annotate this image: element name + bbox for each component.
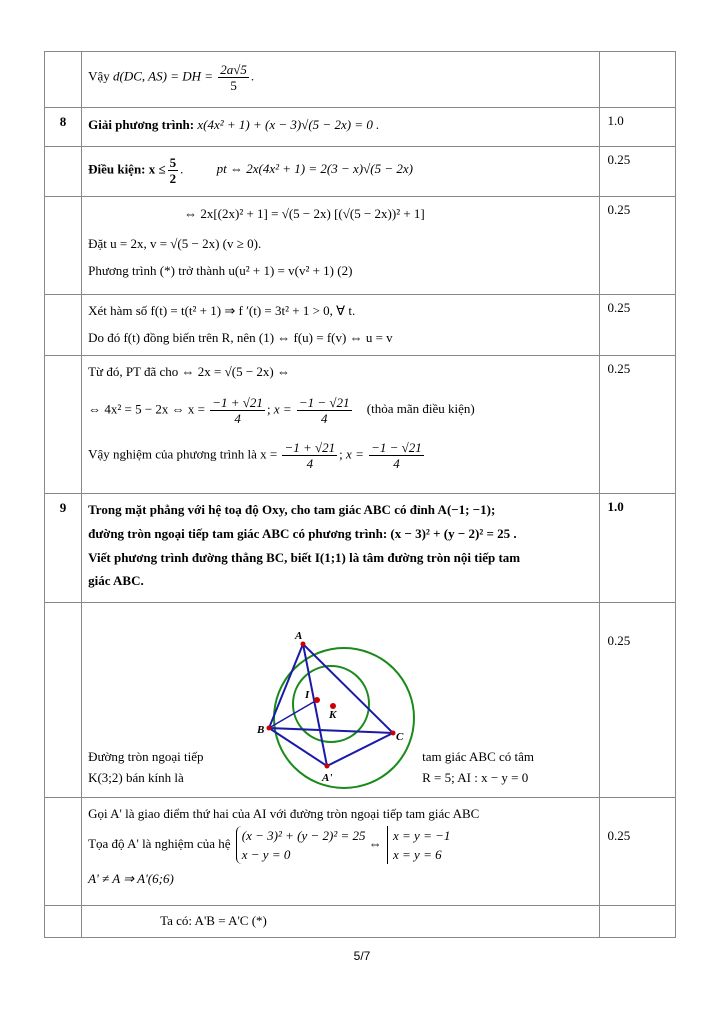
question-number: 9	[45, 494, 82, 603]
q9-header-row	[45, 494, 676, 603]
text: Do đó f(t) đồng biến trên R, nên (1) ⇔ f(u) = f(v) ⇔ u = v	[88, 330, 393, 345]
q8-step-3	[45, 295, 676, 356]
text: Ta có: A'B = A'C (*)	[160, 913, 267, 928]
question-text: Giải phương trình: x(4x² + 1) + (x − 3)√(5 − 2x) = 0 .	[82, 108, 600, 147]
line-aa2	[303, 644, 327, 766]
q9-step-1	[45, 603, 676, 798]
question-text: Trong mặt phẳng với hệ toạ độ Oxy, cho tam giác ABC có đỉnh A(−1; −1); đường tròn ngoại tiếp tam giác ABC có phương trình: (x − 3)² + (y − 2)² = 25 . Viết phương trình đường thẳng BC, biết I(1;1) là tâm đường tròn nội tiếp tam giác ABC.	[82, 494, 600, 603]
text: Từ đó, PT đã cho ⇔ 2x = √(5 − 2x) ⇔	[88, 364, 291, 379]
fraction: $\frac{-1 - √21}{4}$	[371, 440, 422, 471]
text: Gọi A' là giao điểm thứ hai của AI với đường tròn ngoại tiếp tam giác ABC	[88, 806, 480, 821]
question-points: 1.0	[600, 108, 676, 147]
label-a: A	[295, 630, 303, 642]
row-prev	[45, 52, 676, 108]
text: Vậy	[88, 68, 110, 84]
fraction: $\frac{2a√5}{5}$	[220, 62, 247, 93]
point-i	[314, 697, 320, 703]
label-b: B	[257, 724, 265, 736]
fraction: $\frac{5}{2}$	[169, 155, 177, 186]
step-points: 0.25	[600, 295, 676, 356]
label-a-prime: A'	[322, 772, 333, 784]
step-points: 0.25	[600, 356, 676, 494]
step-points: 0.25	[600, 603, 676, 798]
text: Đặt u = 2x, v = √(5 − 2x) (v ≥ 0).	[88, 236, 262, 251]
label-c: C	[396, 731, 404, 743]
question-points: 1.0	[600, 494, 676, 603]
left-text: Đường tròn ngoại tiếp K(3;2) bán kính là	[88, 749, 204, 785]
q8-header-row	[45, 108, 676, 147]
body-cell: Vậy d(DC, AS) = DH = $\frac{2a√5}{5}$ .	[82, 52, 600, 108]
step-points: 0.25	[600, 147, 676, 197]
q8-step-1: Điều kiện: x ≤ $\frac{5}{2}$ . pt ⇔ 2x(4x² + 1) = 2(3 − x)√(5 − 2x) 0.25	[45, 147, 676, 197]
solution-table	[44, 51, 676, 938]
fraction: $\frac{-1 + √21}{4}$	[284, 440, 336, 471]
page-number: 5/7	[353, 949, 371, 963]
system-of-equations: (x − 3)² + (y − 2)² = 25 x − y = 0	[236, 826, 366, 864]
formula: ⇔ 2x[(2x)² + 1] = √(5 − 2x) [(√(5 − 2x))² + 1]	[184, 206, 425, 221]
q9-step-2: Gọi A' là giao điểm thứ hai của AI với đường tròn ngoại tiếp tam giác ABC Tọa độ A' là nghiệm của hệ (x − 3)² + (y − 2)² = 25 x − y = 0 ⇔ x = y = −1 x = y = 6 A' ≠ A ⇒ A'(6;6) 0.25	[45, 798, 676, 906]
num-cell	[45, 52, 82, 108]
q9-step-3	[45, 906, 676, 938]
solution-set: x = y = −1 x = y = 6	[387, 826, 450, 864]
fraction: $\frac{-1 + √21}{4}$	[212, 395, 263, 426]
text: A' ≠ A ⇒ A'(6;6)	[88, 871, 174, 886]
text: Xét hàm số f(t) = t(t² + 1) ⇒ f ′(t) = 3t² + 1 > 0, ∀ t.	[88, 303, 356, 318]
label-i: I	[305, 689, 310, 701]
points-cell	[600, 52, 676, 108]
line-ba2	[269, 728, 327, 766]
fraction: $\frac{-1 - √21}{4}$	[298, 395, 350, 426]
step-points: 0.25	[600, 197, 676, 295]
right-text: tam giác ABC có tâm R = 5; AI : x − y = 0	[422, 749, 535, 785]
text: Phương trình (*) trở thành u(u² + 1) = v(v² + 1) (2)	[88, 263, 353, 278]
formula: d(DC, AS) = DH =	[113, 68, 214, 84]
question-number: 8	[45, 108, 82, 147]
line-ca2	[327, 733, 393, 766]
q8-step-2	[45, 197, 676, 295]
step-points: 0.25	[600, 798, 676, 906]
q8-step-4: Từ đó, PT đã cho ⇔ 2x = √(5 − 2x) ⇔ ⇔ 4x² = 5 − 2x ⇔ x = $\frac{-1 + √21}{4}$ ; x = $\frac{-1 - √21}{4}$ (thỏa mãn điều kiện) Vậy nghiệm của phương trình là x = $\frac{-1 + √21}{4}$ ; x = $\frac{-1 - √21}{4}$ 0.25	[45, 356, 676, 494]
label-k: K	[329, 709, 337, 721]
